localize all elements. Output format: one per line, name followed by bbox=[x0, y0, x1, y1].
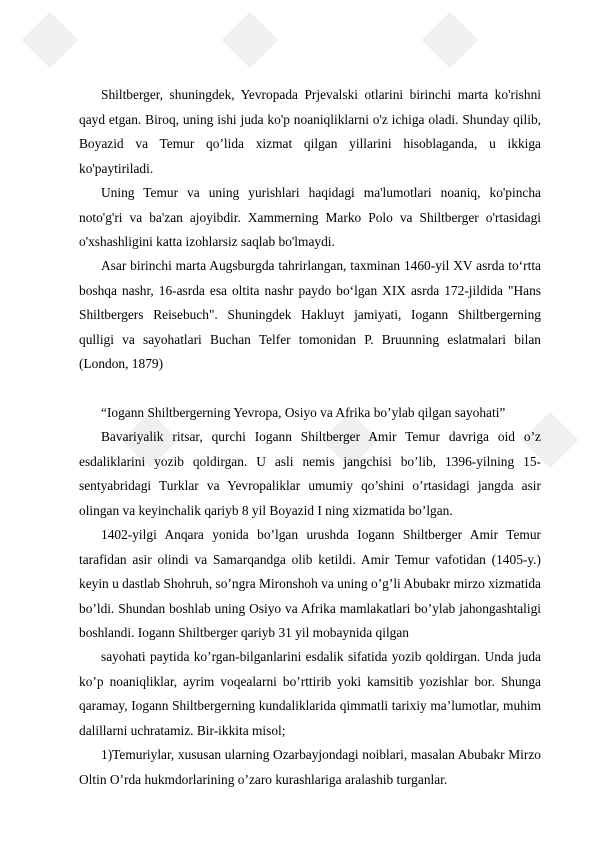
paragraph-3: Asar birinchi marta Augsburgda tahrirlangan, taxminan 1460-yil XV asrda to‘rtta boshqa nashr, 16-asrda esa oltita nashr paydo bo‘lgan XIX asrda 172-jildida "Hans Shiltbergers Reisebuch". Shuningdek Hakluyt jamiyati, Iogann Shiltbergerning qulligi va sayohatlari Buchan Telfer tomonidan P. Bruunning eslatmalari bilan (London, 1879) bbox=[79, 258, 541, 371]
paragraph-5: Bavariyalik ritsar, qurchi Iogann Shiltberger Amir Temur davriga oid o’z esdaliklarini yozib qoldirgan. U asli nemis jangchisi bo’lib, 1396-yilning 15-sentyabridagi Turklar va Yevropaliklar umumiy qo’shini o’rtasidagi jangda asir olingan va keyinchalik qariyb 8 yil Boyazid I ning xizmatida bo’lgan. bbox=[79, 429, 541, 518]
paragraph-1: Shiltberger, shuningdek, Yevropada Prjevalski otlarini birinchi marta ko'rishni qayd etgan. Biroq, uning ishi juda ko'p noaniqliklarni o'z ichiga oladi. Shunday qilib, Boyazid va Temur qo’lida xizmat qilgan yillarini hisoblaganda, u ikkiga ko'paytiriladi. bbox=[79, 87, 541, 176]
paragraph-4: “Iogann Shiltbergerning Yevropa, Osiyo va Afrika bo’ylab qilgan sayohati” bbox=[101, 405, 506, 420]
paragraph-7: sayohati paytida ko’rgan-bilganlarini esdalik sifatida yozib qoldirgan. Unda juda ko’p noaniqliklar, ayrim voqealarni bo’rttirib yoki kamsitib yozishlar bor. Shunga qaramay, Iogann Shiltbergerning kundaliklarida qimmatli tarixiy ma’lumotlar, muhim dalillarni uchratamiz. Bir-ikkita misol; bbox=[79, 649, 541, 738]
paragraph-8: 1)Temuriylar, xususan ularning Ozarbayjondagi noiblari, masalan Abubakr Mirzo Oltin O’rda hukmdorlarining o’zaro kurashlariga aralashib turganlar. bbox=[79, 747, 541, 787]
paragraph-2: Uning Temur va uning yurishlari haqidagi ma'lumotlari noaniq, ko'pincha noto'g'ri va ba'zan ajoyibdir. Xammerning Marko Polo va Shiltberger o'rtasidagi o'xshashligini katta izohlarsiz saqlab bo'lmaydi. bbox=[79, 185, 541, 249]
paragraph-6: 1402-yilgi Anqara yonida bo’lgan urushda Iogann Shiltberger Amir Temur tarafidan asir olindi va Samarqandga olib ketildi. Amir Temur vafotidan (1405-y.) keyin u dastlab Shohruh, so’ngra Mironshoh va uning o’g’li Abubakr mirzo xizmatida bo’ldi. Shundan boshlab uning Osiyo va Afrika mamlakatlari bo’ylab jahongashtaligi boshlandi. Iogann Shiltberger qariyb 31 yil mobaynida qilgan bbox=[79, 527, 541, 640]
